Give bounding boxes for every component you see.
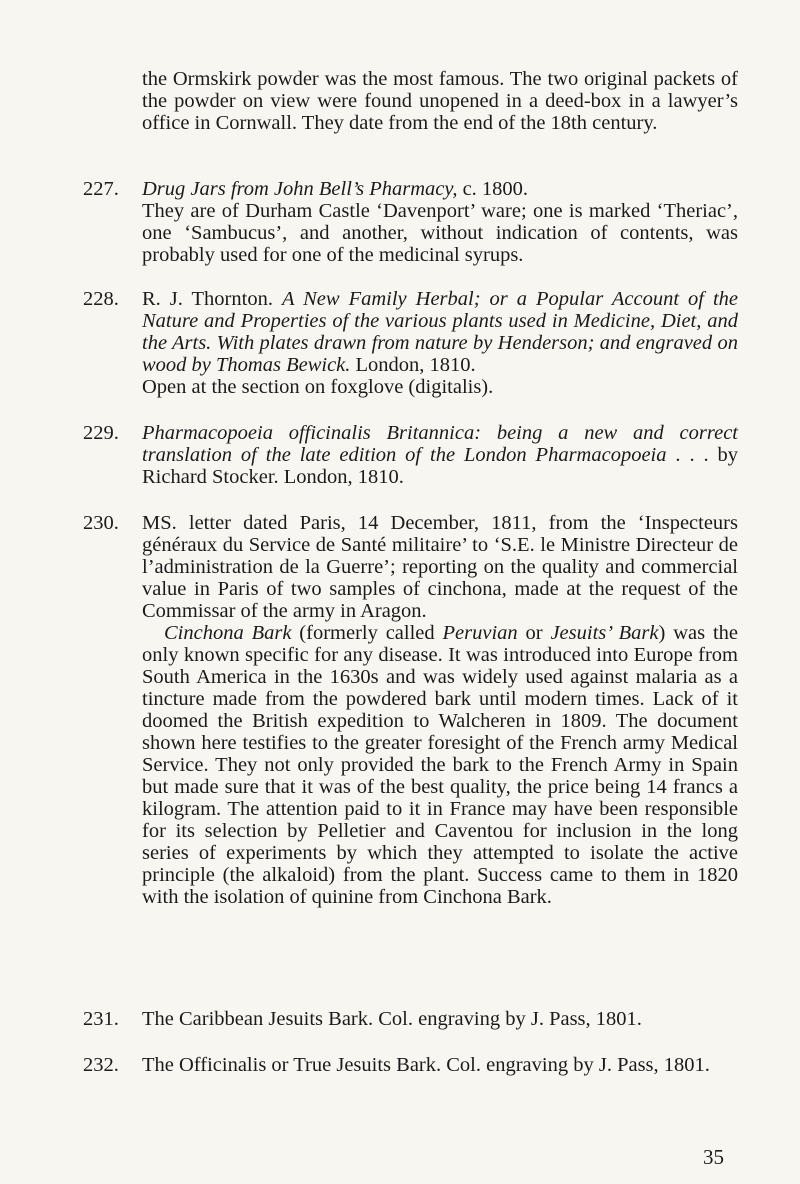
entry-body: [142, 512, 738, 908]
catalogue-entry-227: [83, 178, 738, 266]
catalogue-entry-231: [83, 1008, 738, 1030]
entry-imprint: . . . by Richard Stocker. London, 1810.: [142, 444, 738, 488]
entry-title: A New Family Herbal; or a Popular Account of the Nature and Properties of the various plants used in Medicine, Diet, and the Arts. With plates drawn from nature by Henderson; and engraved on wood by Thomas Bewick.: [142, 288, 739, 376]
commentary-text: (formerly called: [291, 622, 443, 644]
term-cinchona-bark: Cinchona Bark: [164, 622, 292, 644]
entry-number: 228.: [83, 288, 119, 310]
entry-title: Drug Jars from John Bell’s Pharmacy,: [142, 178, 458, 200]
page-number: 35: [703, 1145, 724, 1169]
entry-number: 230.: [83, 512, 119, 534]
catalogue-entry-230: [83, 512, 738, 908]
entry-date: c. 1800.: [457, 178, 529, 200]
catalogue-entry-228: [83, 288, 738, 398]
commentary-text: ) was the only known specific for any disease. It was introduced into Europe from South America in the 1630s and was widely used against malaria as a tincture made from the powdered bark until modern times. Lack of it doomed the British expedition to Walcheren in 1809. The document shown here testifies to the greater foresight of the French army Medical Service. They not only provided the bark to the French Army in Spain but made sure that it was of the best quality, the price being 14 francs a kilogram. The attention paid to it in France may have been responsible for its selection by Pelletier and Caventou for inclusion in the long series of experiments by which they attempted to isolate the active principle (the alkaloid) from the plant. Success came to them in 1820 with the isolation of quinine from Cinchona Bark.: [142, 622, 738, 908]
entry-imprint: London, 1810.: [350, 354, 476, 376]
entry-number: 231.: [83, 1008, 119, 1030]
entry-body: [142, 422, 738, 488]
term-peruvian: Peruvian: [442, 622, 518, 644]
entry-body: [142, 1054, 738, 1076]
intro-paragraph: the Ormskirk powder was the most famous. The two original packets of the powder on view were found unopened in a deed-box in a lawyer’s office in Cornwall. They date from the end of the 18th century.: [142, 68, 738, 134]
entry-number: 232.: [83, 1054, 119, 1076]
entry-title: Pharmacopoeia officinalis Britannica: being a new and correct translation of the late edition of the London Pharmacopoeia: [142, 422, 738, 466]
entry-commentary: [142, 622, 738, 908]
entry-heading: [142, 422, 738, 488]
entry-description: MS. letter dated Paris, 14 December, 1811, from the ‘Inspecteurs généraux du Service de Santé militaire’ to ‘S.E. le Ministre Directeur de l’administration de la Guerre’; reporting on the quality and commercial value in Paris of two samples of cinchona, made at the request of the Commissar of the army in Aragon.: [142, 512, 738, 622]
entry-heading: [142, 178, 738, 200]
entry-description: Open at the section on foxglove (digitalis).: [142, 376, 494, 398]
commentary-text: or: [517, 622, 551, 644]
entry-body: [142, 288, 738, 398]
entry-description: The Caribbean Jesuits Bark. Col. engraving by J. Pass, 1801.: [142, 1008, 642, 1030]
term-jesuits-bark: Jesuits’ Bark: [550, 622, 659, 644]
entry-description: They are of Durham Castle ‘Davenport’ ware; one is marked ‘Theriac’, one ‘Sambucus’, and another, without indication of contents, was probably used for one of the medicinal syrups.: [142, 200, 738, 266]
entry-number: 229.: [83, 422, 119, 444]
entry-description: The Officinalis or True Jesuits Bark. Col. engraving by J. Pass, 1801.: [142, 1054, 710, 1076]
entry-body: [142, 178, 738, 266]
entry-body: [142, 1008, 738, 1030]
entry-author: R. J. Thornton.: [142, 288, 282, 310]
entry-number: 227.: [83, 178, 119, 200]
catalogue-entry-232: [83, 1054, 738, 1076]
entry-heading: [142, 288, 738, 376]
catalogue-entry-229: [83, 422, 738, 488]
